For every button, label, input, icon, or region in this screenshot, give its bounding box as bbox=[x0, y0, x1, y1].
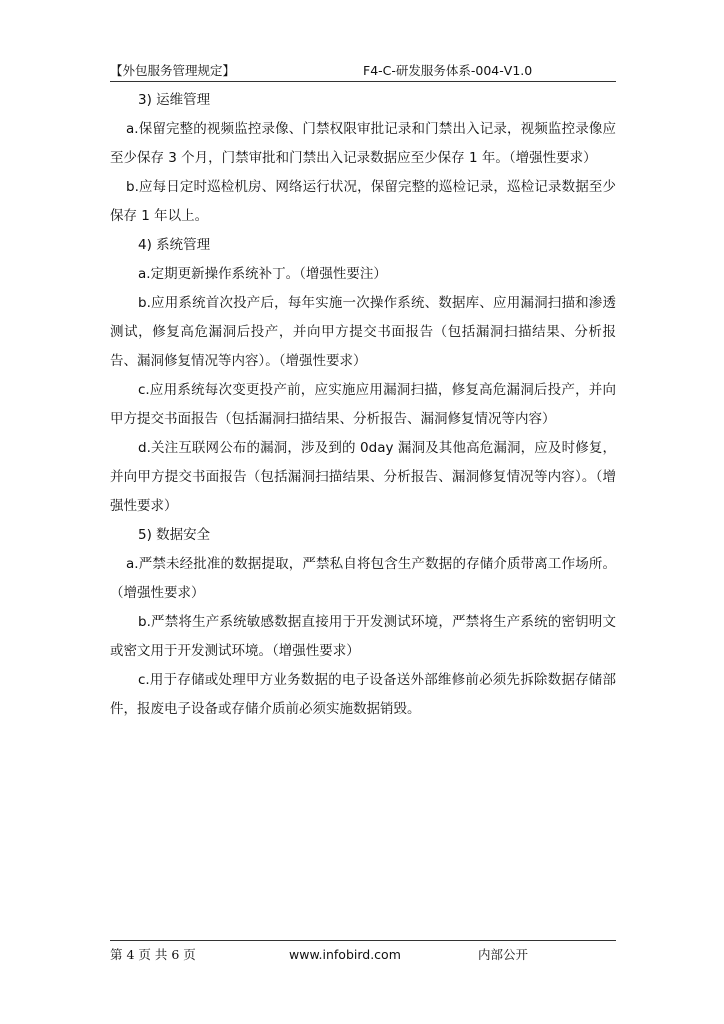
paragraph-system-a: a.定期更新操作系统补丁。（增强性要注） bbox=[138, 266, 387, 282]
section-heading-system: 4) 系统管理 bbox=[138, 237, 211, 253]
paragraph-system-c: c.应用系统每次变更投产前，应实施应用漏洞扫描，修复高危漏洞后投产，并向甲方提交书面报告（包括漏洞扫描结果、分析报告、漏洞修复情况等内容） bbox=[110, 382, 616, 427]
paragraph-data-c: c.用于存储或处理甲方业务数据的电子设备送外部维修前必须先拆除数据存储部件，报废电子设备或存储介质前必须实施数据销毁。 bbox=[110, 672, 616, 717]
paragraph-data-b: b.严禁将生产系统敏感数据直接用于开发测试环境，严禁将生产系统的密钥明文或密文用于开发测试环境。（增强性要求） bbox=[110, 614, 616, 659]
section-heading-data: 5) 数据安全 bbox=[138, 527, 211, 543]
document-title: 【外包服务管理规定】 bbox=[110, 63, 236, 78]
header-divider bbox=[110, 81, 616, 82]
website-url: www.infobird.com bbox=[289, 947, 401, 962]
document-number: F4-C-研发服务体系-004-V1.0 bbox=[363, 63, 533, 78]
paragraph-ops-b: b.应每日定时巡检机房、网络运行状况，保留完整的巡检记录，巡检记录数据至少保存 1 年以上。 bbox=[110, 179, 616, 224]
paragraph-data-a: a.严禁未经批准的数据提取，严禁私自将包含生产数据的存储介质带离工作场所。（增强性要求） bbox=[110, 556, 616, 601]
footer-divider bbox=[110, 940, 616, 941]
paragraph-ops-a: a.保留完整的视频监控录像、门禁权限审批记录和门禁出入记录，视频监控录像应至少保存 3 个月，门禁审批和门禁出入记录数据应至少保存 1 年。（增强性要求） bbox=[110, 121, 616, 166]
classification-label: 内部公开 bbox=[478, 947, 529, 962]
section-heading-ops: 3) 运维管理 bbox=[138, 92, 211, 108]
paragraph-system-d: d.关注互联网公布的漏洞，涉及到的 0day 漏洞及其他高危漏洞，应及时修复，并向甲方提交书面报告（包括漏洞扫描结果、分析报告、漏洞修复情况等内容）。（增强性要求） bbox=[110, 440, 616, 514]
document-body bbox=[110, 86, 616, 724]
page-header bbox=[110, 62, 616, 80]
page-number: 第 4 页 共 6 页 bbox=[110, 947, 196, 962]
page-footer bbox=[110, 946, 616, 964]
paragraph-system-b: b.应用系统首次投产后，每年实施一次操作系统、数据库、应用漏洞扫描和渗透测试，修复高危漏洞后投产，并向甲方提交书面报告（包括漏洞扫描结果、分析报告、漏洞修复情况等内容）。（增强性要求） bbox=[110, 295, 616, 369]
